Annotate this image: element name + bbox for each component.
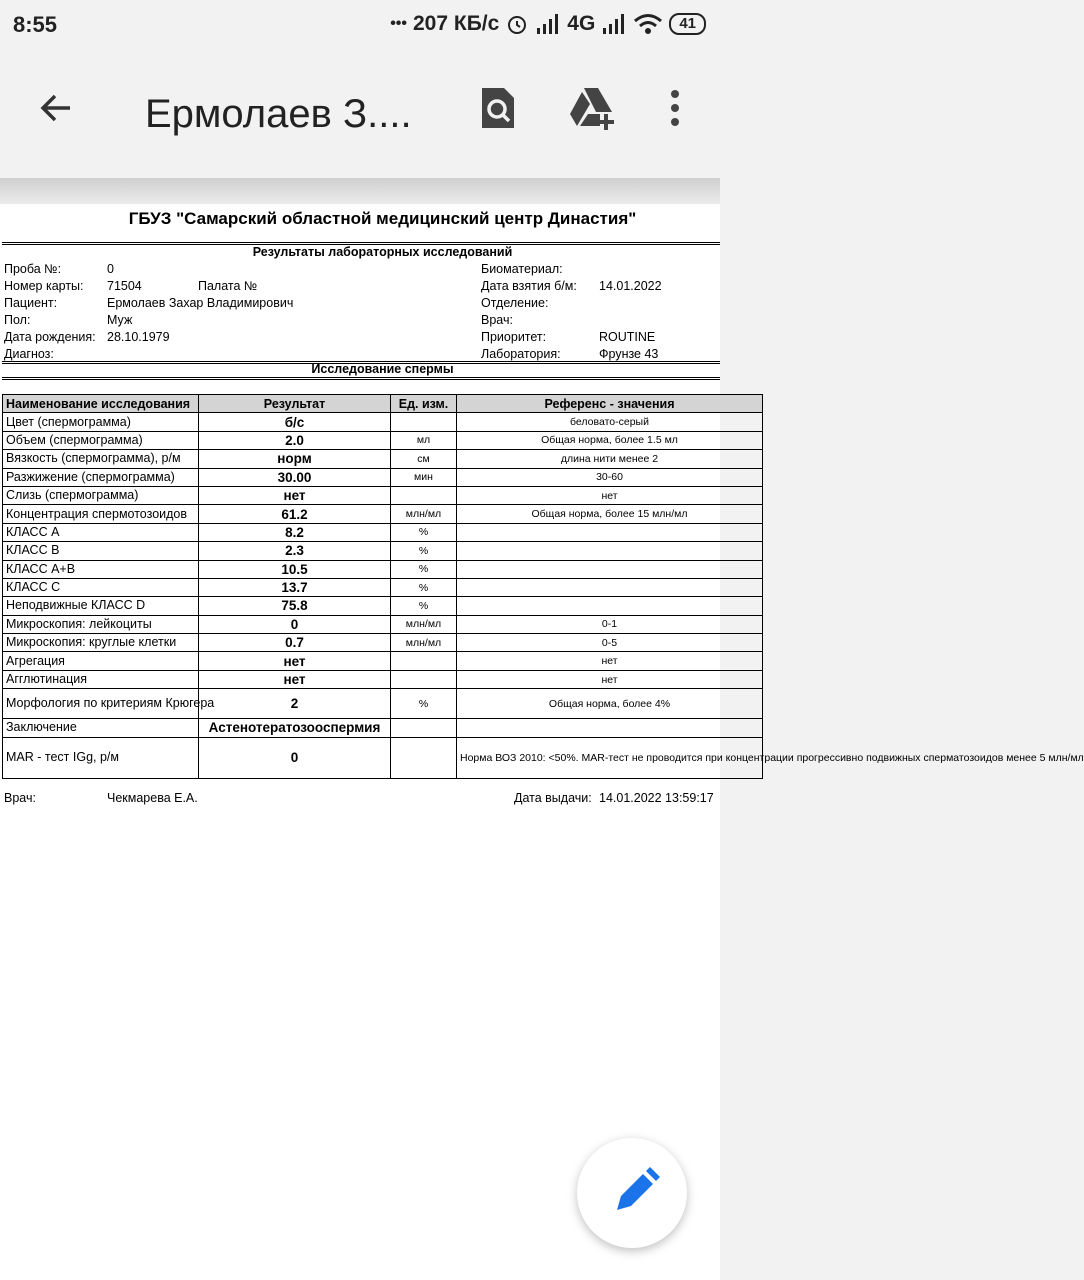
row-reference: Общая норма, более 1.5 мл xyxy=(457,431,763,449)
card-value: 71504 xyxy=(107,279,142,293)
row-name: Неподвижные КЛАСС D xyxy=(3,597,199,615)
row-name: Морфология по критериям Крюгера xyxy=(3,689,199,719)
row-reference xyxy=(457,542,763,560)
signal-icon-2 xyxy=(601,13,627,35)
row-result: нет xyxy=(199,652,391,670)
row-name: Цвет (спермограмма) xyxy=(3,413,199,431)
row-name: Микроскопия: круглые клетки xyxy=(3,634,199,652)
row-name: КЛАСС А xyxy=(3,523,199,541)
row-name: MAR - тест IGg, р/м xyxy=(3,737,199,778)
patient-label: Пациент: xyxy=(4,296,58,310)
document-title: Ермолаев З.... xyxy=(145,92,412,136)
row-reference: 0-1 xyxy=(457,615,763,633)
date-taken-label: Дата взятия б/м: xyxy=(481,279,577,293)
table-row xyxy=(3,413,763,431)
row-unit: мин xyxy=(391,468,457,486)
status-speed: 207 КБ/с xyxy=(413,12,500,35)
study-title: Исследование спермы xyxy=(311,362,454,376)
row-name: Разжижение (спермограмма) xyxy=(3,468,199,486)
table-row xyxy=(3,719,763,737)
sample-value: 0 xyxy=(107,262,114,276)
row-unit: % xyxy=(391,523,457,541)
footer-doctor-label: Врач: xyxy=(4,791,36,805)
row-result: норм xyxy=(199,450,391,468)
row-reference: Общая норма, более 15 млн/мл xyxy=(457,505,763,523)
row-name: Агрегация xyxy=(3,652,199,670)
row-unit xyxy=(391,652,457,670)
row-unit xyxy=(391,719,457,737)
row-unit xyxy=(391,737,457,778)
row-result: 30.00 xyxy=(199,468,391,486)
row-name: КЛАСС В xyxy=(3,542,199,560)
table-row xyxy=(3,737,763,778)
row-result: 2 xyxy=(199,689,391,719)
alarm-icon xyxy=(505,12,529,36)
table-row xyxy=(3,597,763,615)
edit-pencil-icon xyxy=(577,1138,687,1248)
divider xyxy=(2,377,720,380)
toolbar-shadow xyxy=(0,178,720,204)
row-reference: 0-5 xyxy=(457,634,763,652)
row-unit: % xyxy=(391,578,457,596)
back-arrow-icon[interactable] xyxy=(36,88,76,128)
signal-icon xyxy=(535,13,561,35)
row-reference xyxy=(457,560,763,578)
row-name: Микроскопия: лейкоциты xyxy=(3,615,199,633)
app-bar xyxy=(0,52,720,178)
row-result: 0.7 xyxy=(199,634,391,652)
results-table xyxy=(2,394,1084,779)
sample-label: Проба №: xyxy=(4,262,62,276)
sex-label: Пол: xyxy=(4,313,31,327)
row-unit xyxy=(391,413,457,431)
row-result: 13.7 xyxy=(199,578,391,596)
more-vert-icon[interactable] xyxy=(660,84,690,132)
doctor-label: Врач: xyxy=(481,313,513,327)
row-reference: длина нити менее 2 xyxy=(457,450,763,468)
row-reference: нет xyxy=(457,486,763,504)
row-reference: нет xyxy=(457,652,763,670)
wifi-icon xyxy=(633,13,663,35)
row-unit: % xyxy=(391,597,457,615)
row-result: Астенотератозооспермия xyxy=(199,719,391,737)
row-result: 0 xyxy=(199,615,391,633)
issued-label: Дата выдачи: xyxy=(514,791,592,805)
row-result: 0 xyxy=(199,737,391,778)
row-result: 75.8 xyxy=(199,597,391,615)
table-row xyxy=(3,578,763,596)
document-page xyxy=(0,204,1084,1280)
table-row xyxy=(3,689,763,719)
row-name: Агглютинация xyxy=(3,670,199,688)
row-unit: % xyxy=(391,542,457,560)
row-unit xyxy=(391,670,457,688)
table-row xyxy=(3,431,763,449)
row-unit: % xyxy=(391,560,457,578)
table-row xyxy=(3,542,763,560)
row-name: Заключение xyxy=(3,719,199,737)
row-name: Вязкость (спермограмма), р/м xyxy=(3,450,199,468)
row-result: нет xyxy=(199,486,391,504)
row-unit: млн/мл xyxy=(391,615,457,633)
row-unit: млн/мл xyxy=(391,505,457,523)
lab-value: Фрунзе 43 xyxy=(599,347,659,361)
patient-value: Ермолаев Захар Владимирович xyxy=(107,296,294,310)
status-bar xyxy=(0,0,720,52)
row-name: Слизь (спермограмма) xyxy=(3,486,199,504)
table-row xyxy=(3,468,763,486)
dob-value: 28.10.1979 xyxy=(107,330,170,344)
row-reference: нет xyxy=(457,670,763,688)
header-name: Наименование исследования xyxy=(3,395,199,413)
row-reference xyxy=(457,523,763,541)
row-result: 2.0 xyxy=(199,431,391,449)
table-row xyxy=(3,670,763,688)
lab-label: Лаборатория: xyxy=(481,347,561,361)
table-row xyxy=(3,486,763,504)
priority-label: Приоритет: xyxy=(481,330,547,344)
priority-value: ROUTINE xyxy=(599,330,656,344)
table-row xyxy=(3,505,763,523)
row-unit: % xyxy=(391,689,457,719)
status-dots: ••• xyxy=(390,15,407,32)
row-result: нет xyxy=(199,670,391,688)
section-title: Результаты лабораторных исследований xyxy=(252,245,513,259)
header-result: Результат xyxy=(199,395,391,413)
header-unit: Ед. изм. xyxy=(391,395,457,413)
row-unit: мл xyxy=(391,431,457,449)
footer-doctor-value: Чекмарева Е.А. xyxy=(107,791,198,805)
row-unit: см xyxy=(391,450,457,468)
battery-indicator: 41 xyxy=(669,13,706,35)
table-row xyxy=(3,560,763,578)
row-reference: Общая норма, более 4% xyxy=(457,689,763,719)
status-time: 8:55 xyxy=(13,12,58,37)
header-reference: Референс - значения xyxy=(457,395,763,413)
card-label: Номер карты: xyxy=(4,279,84,293)
row-result: 61.2 xyxy=(199,505,391,523)
row-unit: млн/мл xyxy=(391,634,457,652)
row-name: КЛАСС С xyxy=(3,578,199,596)
department-label: Отделение: xyxy=(481,296,549,310)
row-reference: Норма ВОЗ 2010: <50%. MAR-тест не проводится при концентрации прогрессивно подвижных сперматозоидов менее 5 млн/мл xyxy=(457,737,763,778)
row-name: КЛАСС А+В xyxy=(3,560,199,578)
status-network: 4G xyxy=(567,12,596,35)
row-reference xyxy=(457,719,763,737)
row-result: 10.5 xyxy=(199,560,391,578)
edit-fab-button[interactable] xyxy=(577,1138,687,1248)
row-result: 2.3 xyxy=(199,542,391,560)
row-result: б/с xyxy=(199,413,391,431)
table-row xyxy=(3,652,763,670)
issued-value: 14.01.2022 13:59:17 xyxy=(599,791,714,805)
search-document-icon[interactable] xyxy=(476,84,520,132)
row-name: Концентрация спермотозоидов xyxy=(3,505,199,523)
biomaterial-label: Биоматериал: xyxy=(481,262,563,276)
table-row xyxy=(3,615,763,633)
add-to-drive-icon[interactable] xyxy=(568,84,616,132)
row-reference xyxy=(457,578,763,596)
sex-value: Муж xyxy=(107,313,133,327)
row-reference xyxy=(457,597,763,615)
row-reference: 30-60 xyxy=(457,468,763,486)
table-row xyxy=(3,450,763,468)
ward-label: Палата № xyxy=(198,279,258,293)
row-name: Объем (спермограмма) xyxy=(3,431,199,449)
diagnosis-label: Диагноз: xyxy=(4,347,54,361)
hospital-name: ГБУЗ "Самарский областной медицинский центр Династия" xyxy=(128,209,637,228)
dob-label: Дата рождения: xyxy=(4,330,96,344)
table-row xyxy=(3,523,763,541)
table-row xyxy=(3,634,763,652)
date-taken-value: 14.01.2022 xyxy=(599,279,662,293)
table-header-row xyxy=(3,395,763,413)
row-reference: беловато-серый xyxy=(457,413,763,431)
row-result: 8.2 xyxy=(199,523,391,541)
row-unit xyxy=(391,486,457,504)
